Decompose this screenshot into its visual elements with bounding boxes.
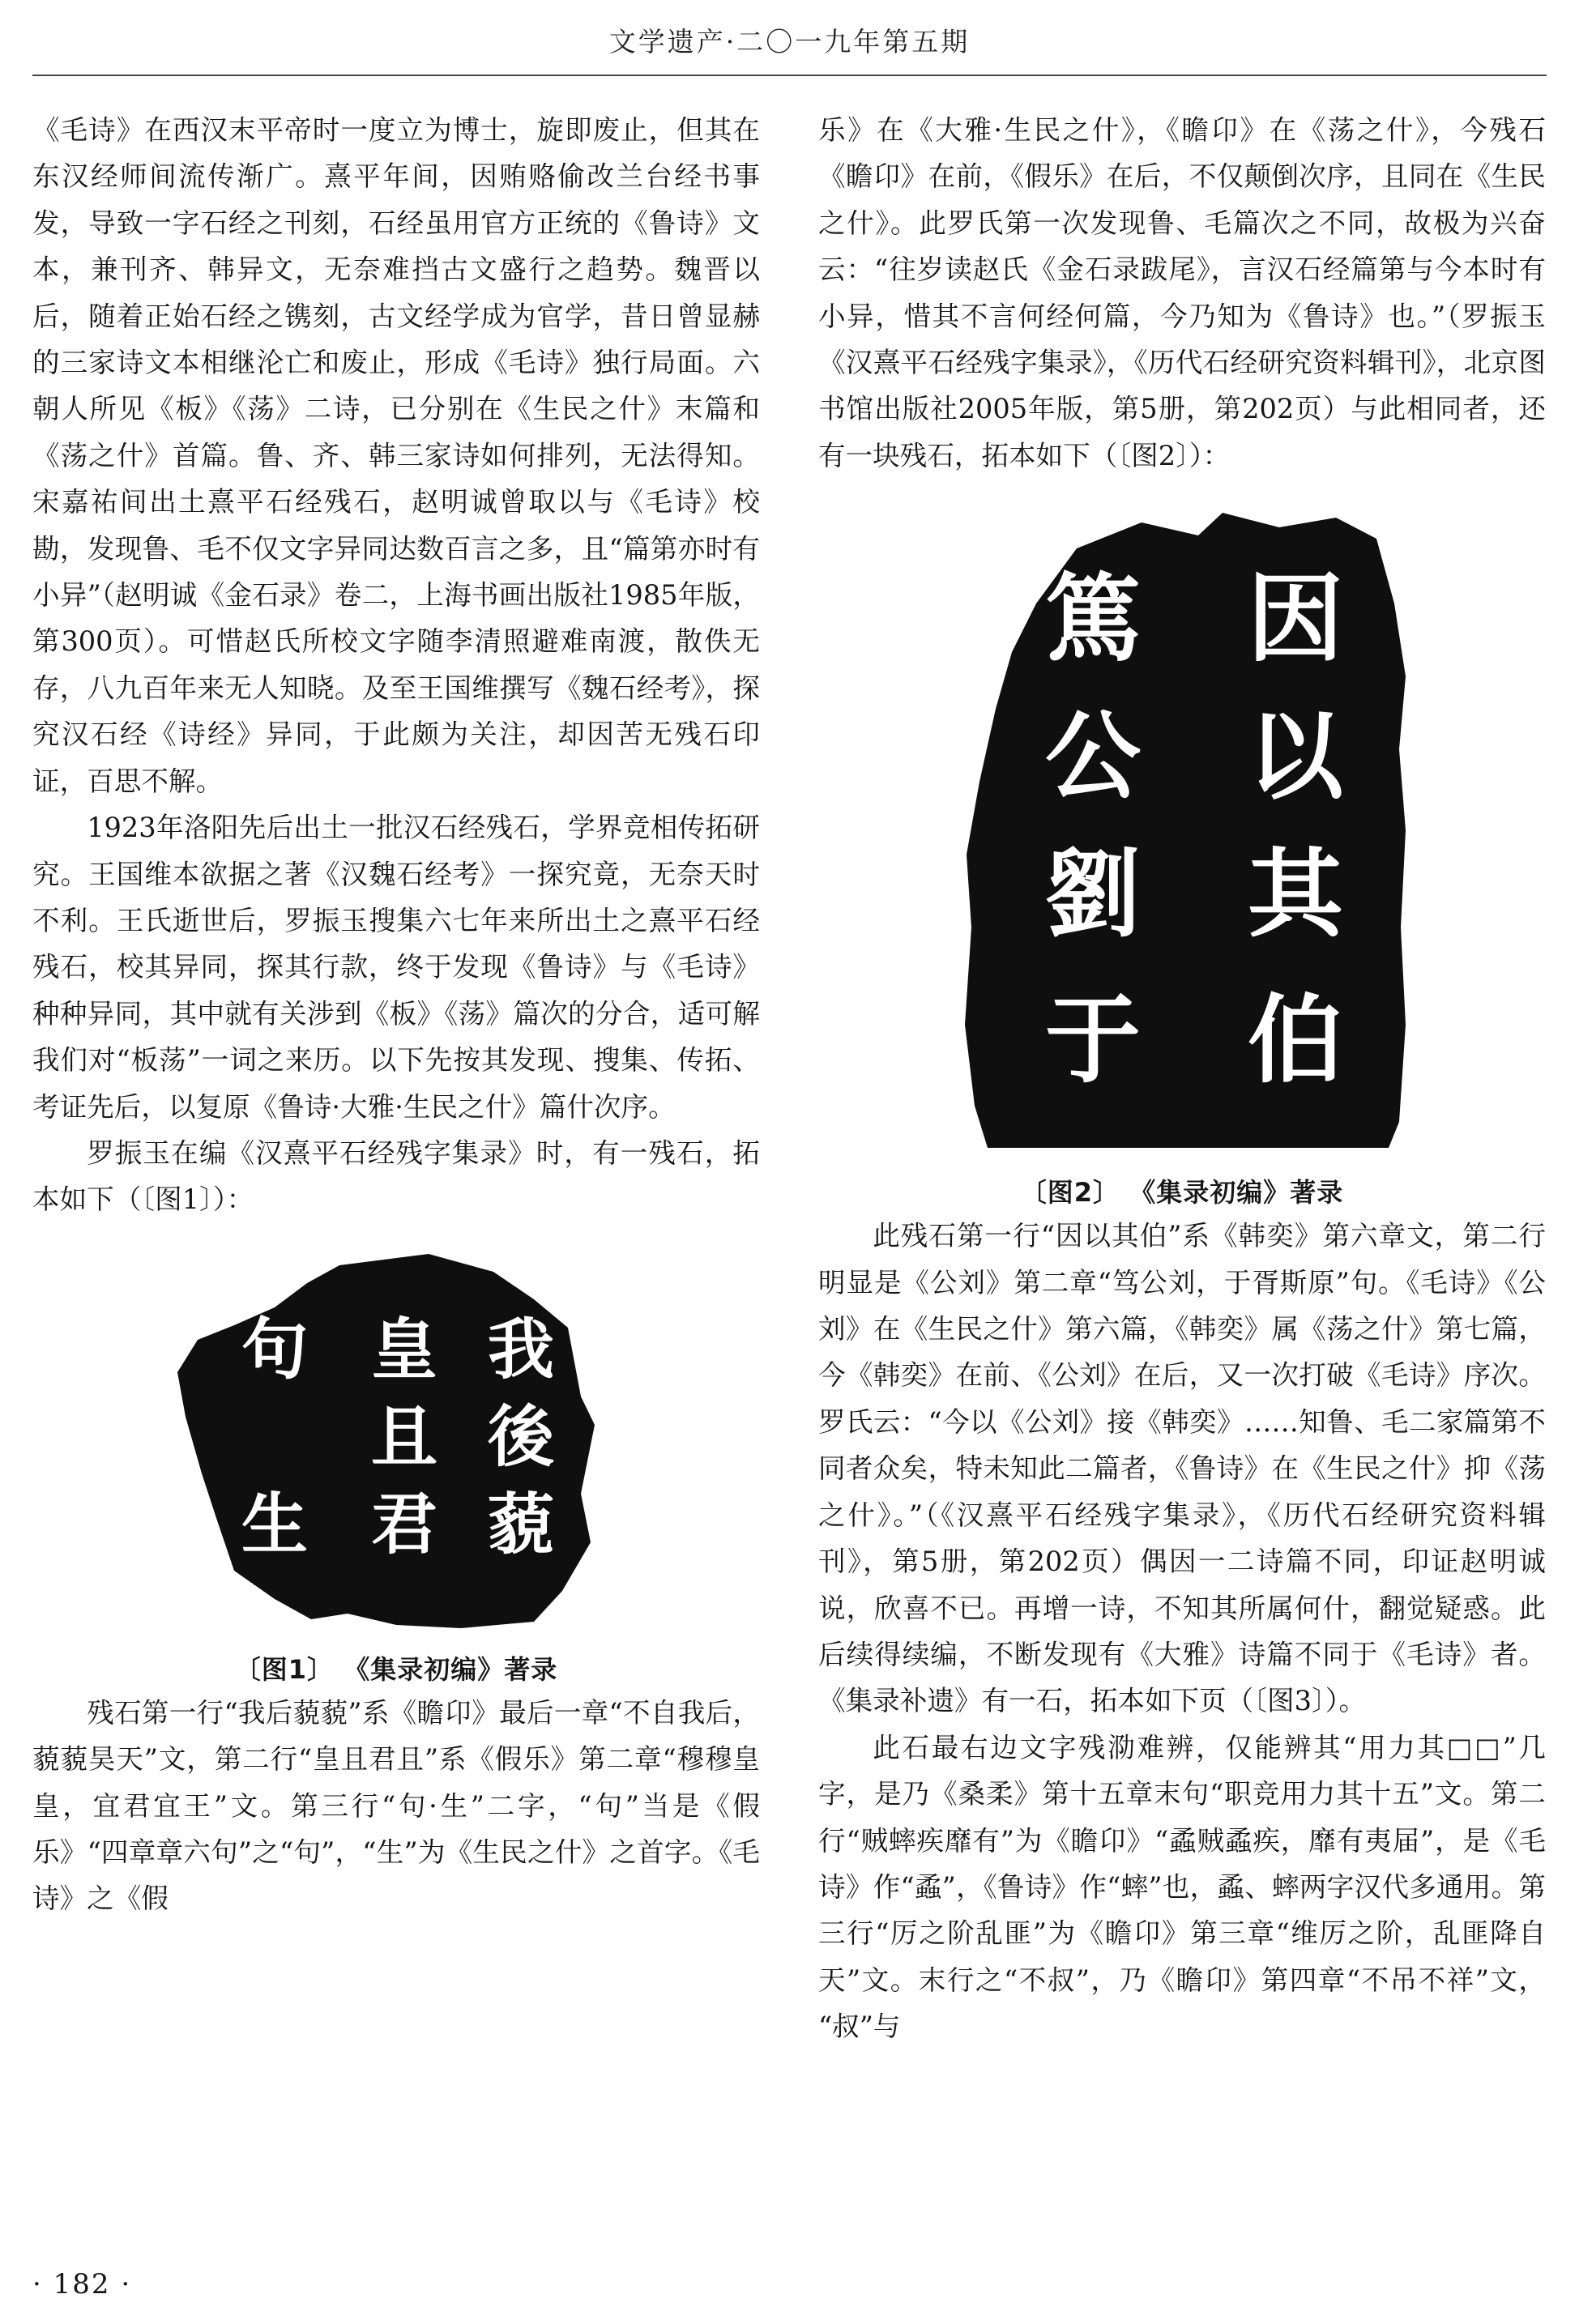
figure-2 (818, 506, 1546, 1213)
figure-1 (32, 1251, 760, 1690)
rubbing-glyph: 皇 (370, 1310, 438, 1388)
rubbing-glyph: 篤 (1044, 562, 1142, 676)
rubbing-glyph: 句 (241, 1310, 309, 1388)
figure-1-rubbing (153, 1251, 639, 1631)
paragraph: 此石最右边文字残泐难辨，仅能辨其“用力其□□”几字，是乃《桑柔》第十五章末句“职竞用力其十五”文。第二行“贼蟀疾靡有”为《瞻卬》“蟊贼蟊疾，靡有夷届”，是《毛诗》作“蟊”，《鲁诗》作“蟀”也，蟊、蟀两字汉代多通用。第三行“厉之阶乱匪”为《瞻卬》第三章“维厉之阶，乱匪降自天”文。末行之“不叔”，乃《瞻卬》第四章“不吊不祥”文， “叔”与 (818, 1731, 1546, 2043)
rubbing-glyph: 因 (1247, 562, 1344, 676)
left-column (32, 107, 760, 1922)
rubbing-glyph: 其 (1247, 838, 1344, 951)
paragraph: 1923年洛阳先后出土一批汉石经残石，学界竞相传拓研究。王国维本欲据之著《汉魏石经考》一探究竟，无奈天时不利。王氏逝世后，罗振玉搜集六七年来所出土之熹平石经残石，校其异同，探其行款，终于发现《鲁诗》与《毛诗》种种异同，其中就有关涉到《板》《荡》篇次的分合，适可解我们对“板荡”一词之来历。以下先按其发现、搜集、传拓、考证先后，以复原《鲁诗·大雅·生民之什》篇什次序。 (32, 812, 760, 1123)
rubbing-glyph: 且 (370, 1397, 438, 1476)
figure-2-rubbing (955, 506, 1409, 1154)
rubbing-glyph: 後 (487, 1397, 555, 1476)
rubbing-glyph: 君 (370, 1485, 438, 1563)
rubbing-glyph: 公 (1044, 700, 1142, 813)
figure-1-caption: 〔图1〕 《集录初编》著录 (234, 1653, 558, 1685)
paragraph: 《毛诗》在西汉末平帝时一度立为博士，旋即废止，但其在东汉经师间流传渐广。熹平年间，因贿赂偷改兰台经书事发，导致一字石经之刊刻，石经虽用官方正统的《鲁诗》文本，兼刊齐、韩异文，无奈难挡古文盛行之趋势。魏晋以后，随着正始石经之镌刻，古文经学成为官学，昔日曾显赫的三家诗文本相继沦亡和废止，形成《毛诗》独行局面。六朝人所见《板》《荡》二诗，已分别在《生民之什》末篇和《荡之什》首篇。鲁、齐、韩三家诗如何排列，无法得知。宋嘉祐间出土熹平石经残石，赵明诚曾取以与《毛诗》校勘，发现鲁、毛不仅文字异同达数百言之多，且“篇第亦时有小异”（赵明诚《金石录》卷二，上海书画出版社1985年版，第300页）。可惜赵氏所校文字随李清照避难南渡，散佚无存，八九百年来无人知晓。及至王国维撰写《魏石经考》，探究汉石经《诗经》异同，于此颇为关注，却因苦无残石印证，百思不解。 (32, 114, 760, 797)
paragraph: 罗振玉在编《汉熹平石经残字集录》时，有一残石，拓本如下（〔图1〕）： (32, 1136, 760, 1216)
page-number: · 182 · (32, 2268, 132, 2301)
paragraph: 残石第一行“我后藐藐”系《瞻卬》最后一章“不自我后，藐藐昊天”文，第二行“皇且君且”系《假乐》第二章“穆穆皇皇，宜君宜王”文。第三行“句·生”二字，“句”当是《假乐》“四章章六句”之“句”，“生”为《生民之什》之首字。《毛诗》之《假 (32, 1696, 760, 1915)
running-header: 文学遗产·二〇一九年第五期 (608, 26, 971, 58)
figure-2-caption: 〔图2〕 《集录初编》著录 (1020, 1177, 1344, 1209)
paragraph: 此残石第一行“因以其伯”系《韩奕》第六章文，第二行明显是《公刘》第二章“笃公刘，于胥斯原”句。《毛诗》《公刘》在《生民之什》第六篇，《韩奕》属《荡之什》第七篇，今《韩奕》在前、《公刘》在后，又一次打破《毛诗》序次。罗氏云：“今以《公刘》接《韩奕》……知鲁、毛二家篇第不同者众矣，特未知此二篇者，《鲁诗》在《生民之什》抑《荡之什》。”（《汉熹平石经残字集录》，《历代石经研究资料辑刊》，第5册，第202页）偶因一二诗篇不同，印证赵明诚说，欣喜不已。再增一诗，不知其所属何什，翻觉疑惑。此后续得续编，不断发现有《大雅》诗篇不同于《毛诗》者。《集录补遗》有一石，拓本如下页（〔图3〕）。 (818, 1220, 1546, 1717)
header-rule (32, 75, 1547, 76)
right-column (818, 107, 1546, 2050)
rubbing-glyph: 生 (241, 1485, 309, 1563)
rubbing-glyph: 以 (1247, 700, 1344, 813)
paragraph: 乐》在《大雅·生民之什》，《瞻卬》在《荡之什》，今残石《瞻卬》在前，《假乐》在后，不仅颠倒次序，且同在《生民之什》。此罗氏第一次发现鲁、毛篇次之不同，故极为兴奋云：“往岁读赵氏《金石录跋尾》，言汉石经篇第与今本时有小异，惜其不言何经何篇，今乃知为《鲁诗》也。”（罗振玉《汉熹平石经残字集录》，《历代石经研究资料辑刊》，北京图书馆出版社2005年版，第5册，第202页）与此相同者，还有一块残石，拓本如下（〔图2〕）： (818, 114, 1546, 471)
rubbing-glyph: 伯 (1247, 983, 1344, 1097)
rubbing-glyph: 劉 (1044, 838, 1142, 951)
rubbing-glyph: 于 (1044, 983, 1142, 1097)
rubbing-glyph: 我 (487, 1310, 555, 1388)
rubbing-glyph: 藐 (487, 1485, 555, 1563)
